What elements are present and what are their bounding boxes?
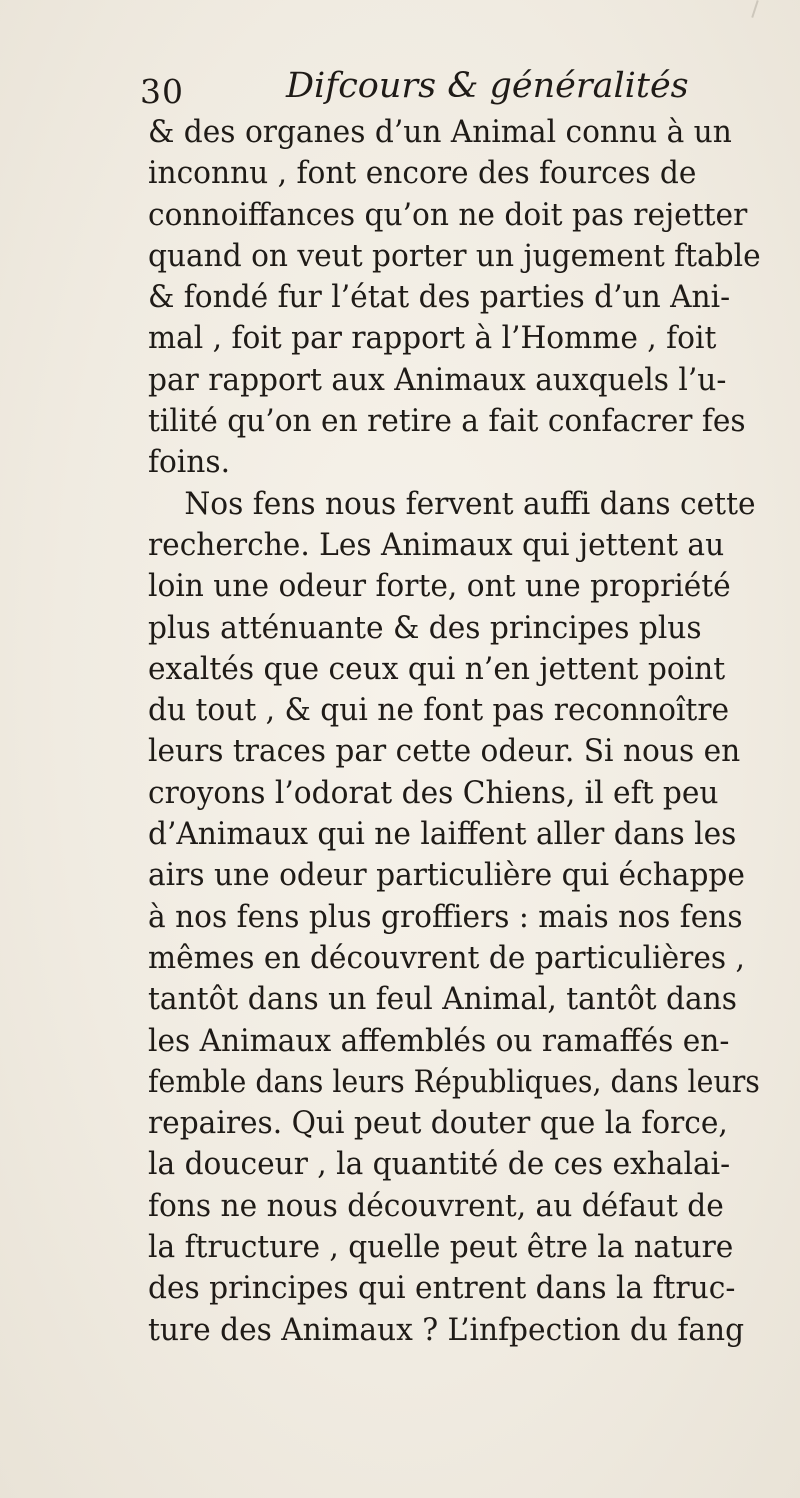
text-line: à nos fens plus groffiers : mais nos fens: [148, 898, 743, 935]
text-line: exaltés que ceux qui n’en jettent point: [148, 650, 726, 687]
text-line: d’Animaux qui ne laiffent aller dans les: [148, 816, 737, 853]
text-line: plus atténuante & des principes plus: [148, 609, 702, 646]
text-line: loin une odeur forte, ont une propriété: [148, 568, 731, 605]
text-line: repaires. Qui peut douter que la force,: [148, 1105, 728, 1142]
text-line: recherche. Les Animaux qui jettent au: [148, 526, 725, 563]
text-line: & fondé fur l’état des parties d’un Ani-: [148, 279, 731, 316]
paragraph-start-line: Nos fens nous fervent auffi dans cette: [184, 485, 756, 522]
text-line: croyons l’odorat des Chiens, il eft peu: [148, 774, 719, 811]
text-line: du tout , & qui ne font pas reconnoître: [148, 692, 730, 729]
text-line: quand on veut porter un jugement ftable: [148, 237, 761, 274]
text-line: fons ne nous découvrent, au défaut de: [148, 1187, 724, 1224]
text-line: par rapport aux Animaux auxquels l’u-: [148, 361, 727, 398]
text-line: inconnu , font encore des fources de: [148, 155, 697, 192]
text-line: foins.: [148, 444, 231, 481]
text-line: femble dans leurs Républiques, dans leurs: [148, 1063, 760, 1100]
text-line: tantôt dans un feul Animal, tantôt dans: [148, 981, 737, 1018]
text-line: des principes qui entrent dans la ftruc-: [148, 1270, 736, 1307]
text-line: tilité qu’on en retire a fait confacrer fes: [148, 403, 746, 440]
page-header: [140, 64, 689, 114]
text-line: la ftructure , quelle peut être la nature: [148, 1229, 734, 1266]
text-line: mêmes en découvrent de particulières ,: [148, 939, 745, 976]
body-text: [148, 112, 788, 1351]
page-corner-mark: [751, 0, 758, 18]
text-line: & des organes d’un Animal connu à un: [148, 114, 732, 150]
page-number: 30: [140, 72, 184, 111]
text-line: mal , foit par rapport à l’Homme , foit: [148, 320, 717, 357]
text-line: la douceur , la quantité de ces exhalai-: [148, 1146, 731, 1183]
running-title: Difcours & généralités: [286, 66, 689, 106]
text-line: leurs traces par cette odeur. Si nous en: [148, 733, 741, 770]
text-line: connoiffances qu’on ne doit pas rejetter: [148, 196, 748, 233]
text-line: ture des Animaux ? L’infpection du fang: [148, 1311, 745, 1348]
text-line: les Animaux affemblés ou ramaffés en-: [148, 1022, 730, 1059]
text-line: airs une odeur particulière qui échappe: [148, 857, 745, 894]
